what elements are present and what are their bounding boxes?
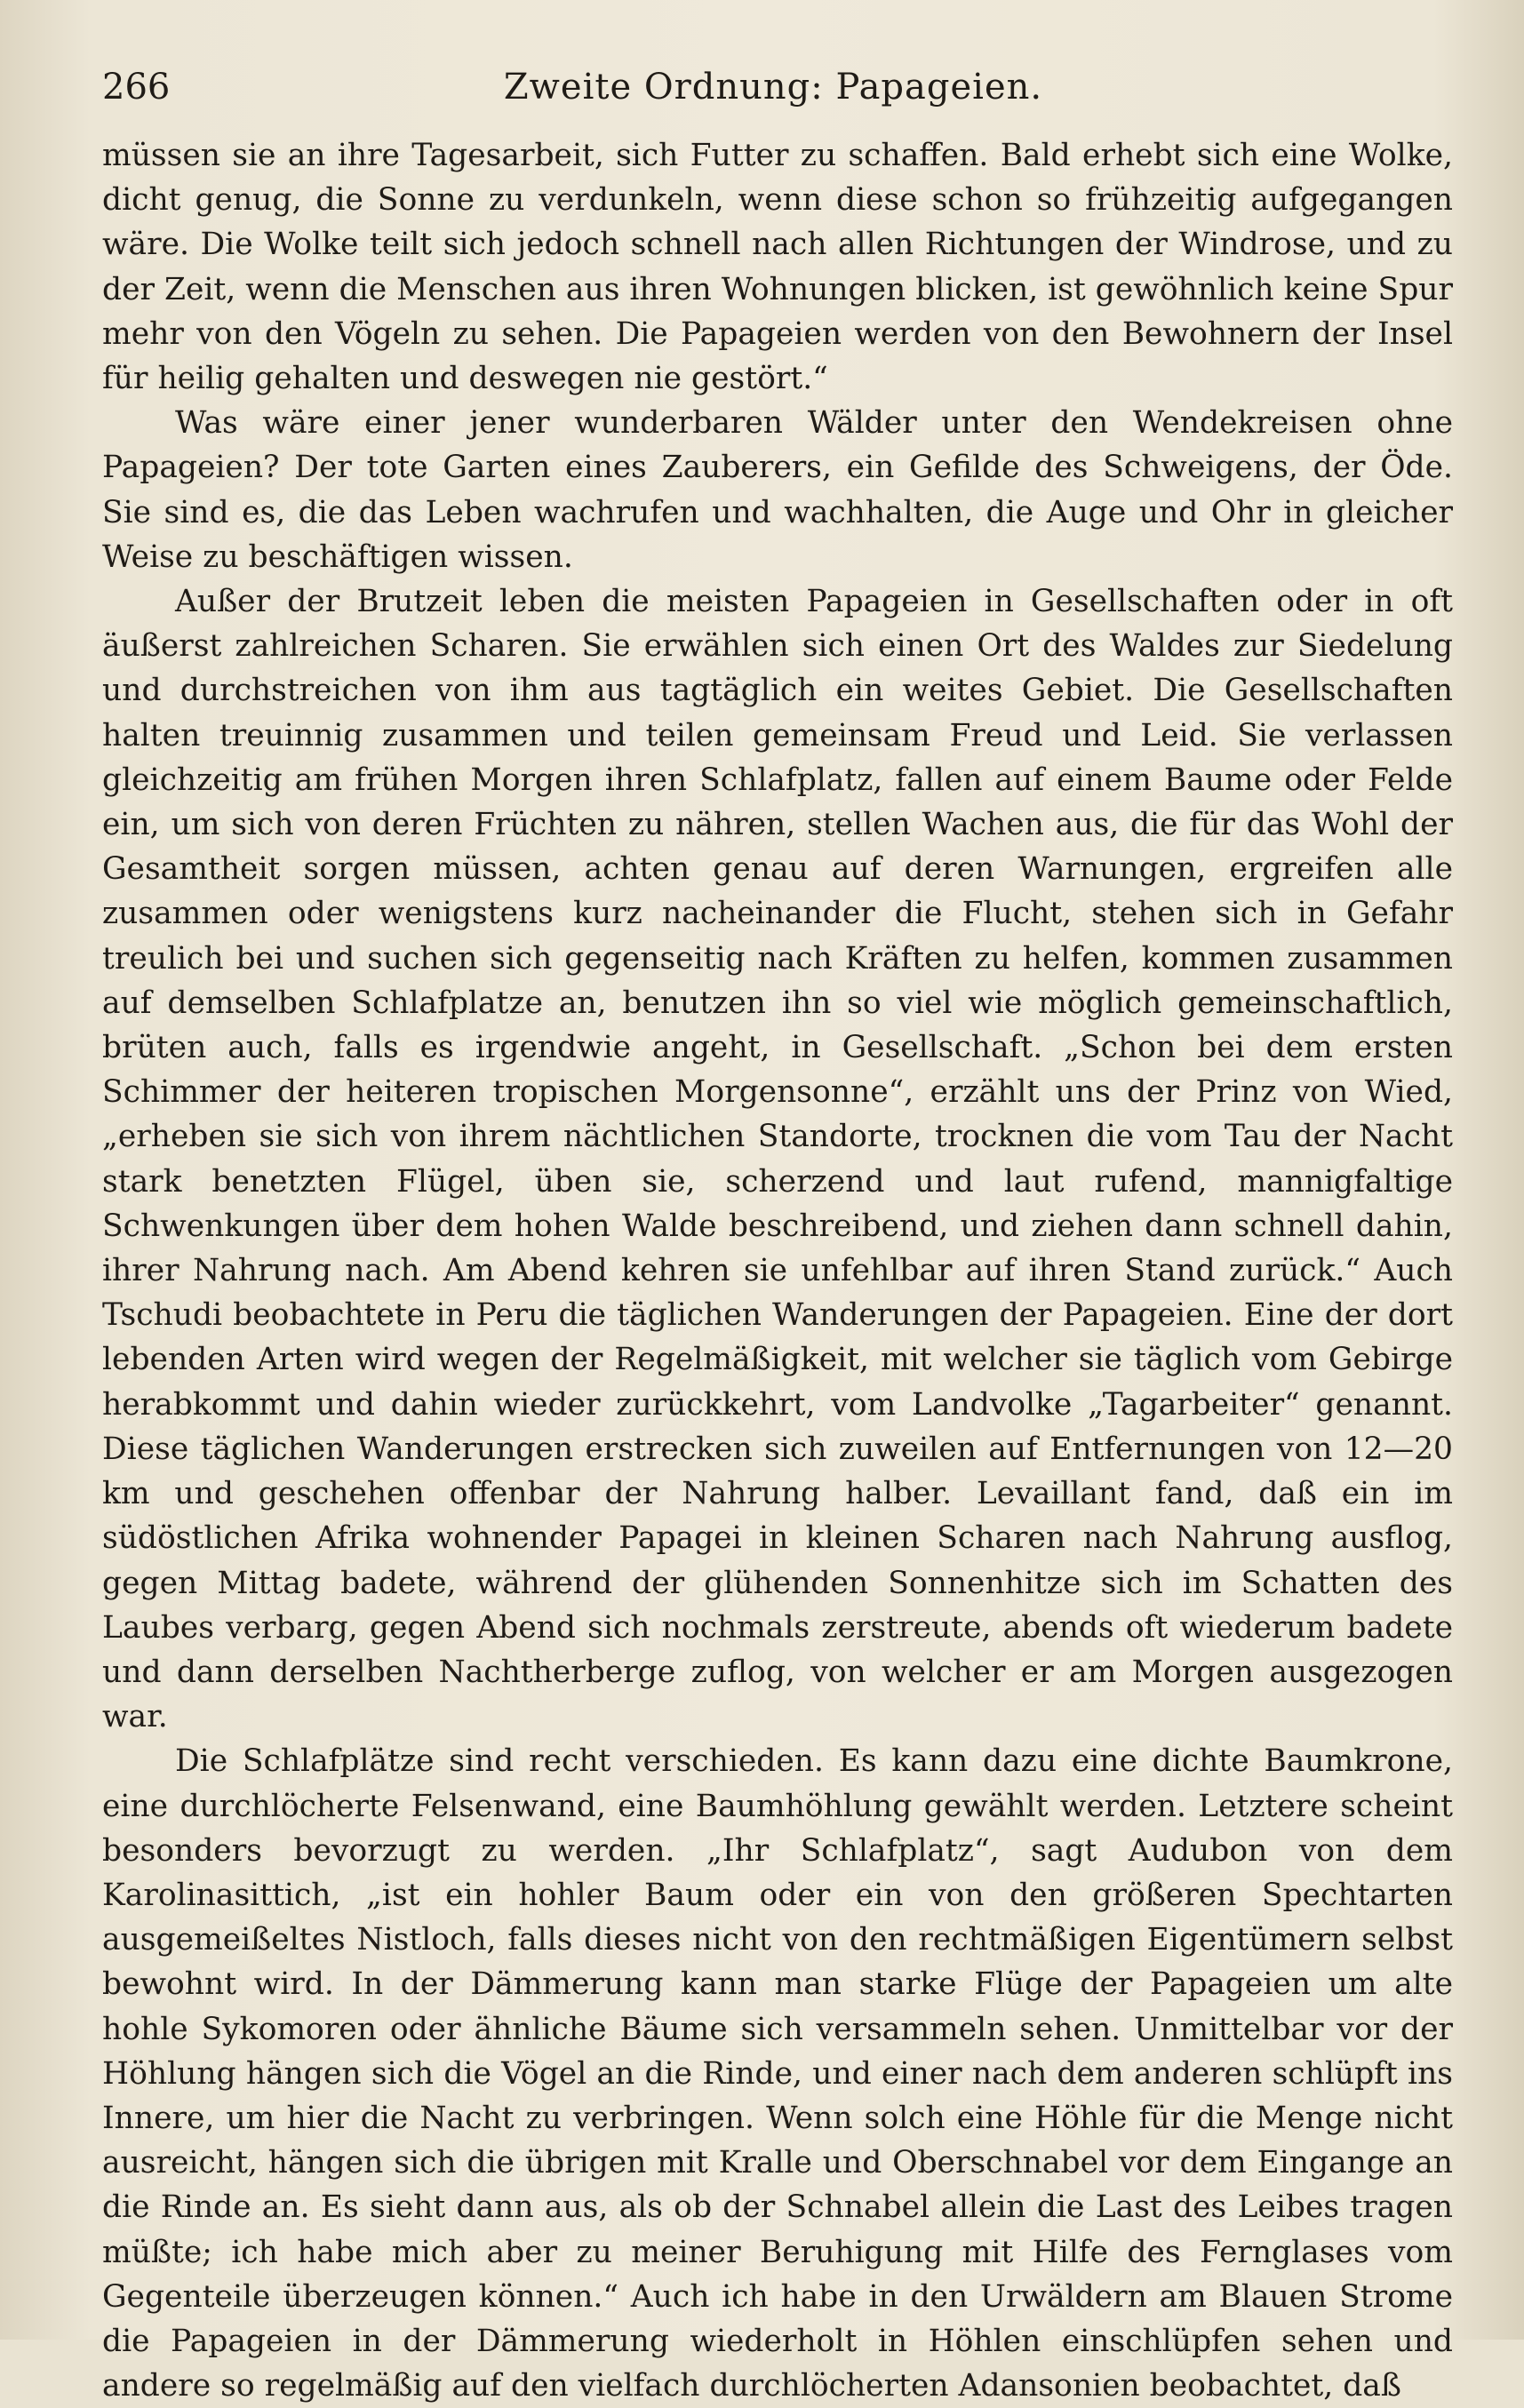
paragraph-gesellschaften: Außer der Brutzeit leben die meisten Papageien in Gesellschaften oder in oft äußerst zahlreichen Scharen. Sie erwählen sich einen Ort des Waldes zur Siedelung und durchstreichen von ihm aus tagtäglich ein weites Gebiet. Die Gesellschaften halten treuinnig zusammen und teilen gemeinsam Freud und Leid. Sie verlassen gleichzeitig am frühen Morgen ihren Schlafplatz, fallen auf einem Baume oder Felde ein, um sich von deren Früchten zu nähren, stellen Wachen aus, die für das Wohl der Gesamtheit sorgen müssen, achten genau auf deren Warnungen, ergreifen alle zusammen oder wenigstens kurz nacheinander die Flucht, stehen sich in Gefahr treulich bei und suchen sich gegenseitig nach Kräften zu helfen, kommen zusammen auf demselben Schlafplatze an, benutzen ihn so viel wie möglich gemeinschaftlich, brüten auch, falls es irgendwie angeht, in Gesellschaft. „Schon bei dem ersten Schimmer der heiteren tropischen Morgensonne“, erzählt uns der Prinz von Wied, „erheben sie sich von ihrem nächtlichen Standorte, trocknen die vom Tau der Nacht stark benetzten Flügel, üben sie, scherzend und laut rufend, mannigfaltige Schwenkungen über dem hohen Walde beschreibend, und ziehen dann schnell dahin, ihrer Nahrung nach. Am Abend kehren sie unfehlbar auf ihren Stand zurück.“ Auch Tschudi beobachtete in Peru die täglichen Wanderungen der Papageien. Eine der dort lebenden Arten wird wegen der Regelmäßigkeit, mit welcher sie täglich vom Gebirge herabkommt und dahin wieder zurückkehrt, vom Landvolke „Tagarbeiter“ genannt. Diese täglichen Wanderungen erstrecken sich zuweilen auf Entfernungen von 12—20 km und geschehen offenbar der Nahrung halber. Levaillant fand, daß ein im südöstlichen Afrika wohnender Papagei in kleinen Scharen nach Nahrung ausflog, gegen Mittag badete, während der glühenden Sonnenhitze sich im Schatten des Laubes verbarg, gegen Abend sich nochmals zerstreute, abends oft wiederum badete und dann derselben Nachtherberge zuflog, von welcher er am Morgen ausgezogen war. [102, 584, 1453, 1735]
paragraph-wendekreise: Was wäre einer jener wunderbaren Wälder unter den Wendekreisen ohne Papageien? Der tote Garten eines Zauberers, ein Gefilde des Schweigens, der Öde. Sie sind es, die das Leben wachrufen und wachhalten, die Auge und Ohr in gleicher Weise zu beschäftigen wissen. [102, 405, 1453, 575]
page-header [102, 60, 1444, 114]
paragraph-schlafplaetze: Die Schlafplätze sind recht verschieden. Es kann dazu eine dichte Baumkrone, eine durchlöcherte Felsenwand, eine Baumhöhlung gewählt werden. Letztere scheint besonders bevorzugt zu werden. „Ihr Schlafplatz“, sagt Audubon von dem Karolinasittich, „ist ein hohler Baum oder ein von den größeren Spechtarten ausgemeißeltes Nistloch, falls dieses nicht von den rechtmäßigen Eigentümern selbst bewohnt wird. In der Dämmerung kann man starke Flüge der Papageien um alte hohle Sykomoren oder ähnliche Bäume sich versammeln sehen. Unmittelbar vor der Höhlung hängen sich die Vögel an die Rinde, und einer nach dem anderen schlüpft ins Innere, um hier die Nacht zu verbringen. Wenn solch eine Höhle für die Menge nicht ausreicht, hängen sich die übrigen mit Kralle und Oberschnabel vor dem Eingange an die Rinde an. Es sieht dann aus, als ob der Schnabel allein die Last des Leibes tragen müßte; ich habe mich aber zu meiner Beruhigung mit Hilfe des Fernglases vom Gegenteile überzeugen können.“ Auch ich habe in den Urwäldern am Blauen Strome die Papageien in der Dämmerung wiederholt in Höhlen einschlüpfen sehen und andere so regelmäßig auf den vielfach durchlöcherten Adansonien beobachtet, daß [102, 1743, 1453, 2404]
paragraph-continuation: müssen sie an ihre Tagesarbeit, sich Futter zu schaffen. Bald erhebt sich eine Wolke, dicht genug, die Sonne zu verdunkeln, wenn diese schon so frühzeitig aufgegangen wäre. Die Wolke teilt sich jedoch schnell nach allen Richtungen der Windrose, und zu der Zeit, wenn die Menschen aus ihren Wohnungen blicken, ist gewöhnlich keine Spur mehr von den Vögeln zu sehen. Die Papageien werden von den Bewohnern der Insel für heilig gehalten und deswegen nie gestört.“ [102, 138, 1453, 397]
body-text [102, 133, 1453, 2408]
running-head: Zweite Ordnung: Papageien. [503, 67, 1043, 108]
page-number: 266 [102, 67, 171, 108]
